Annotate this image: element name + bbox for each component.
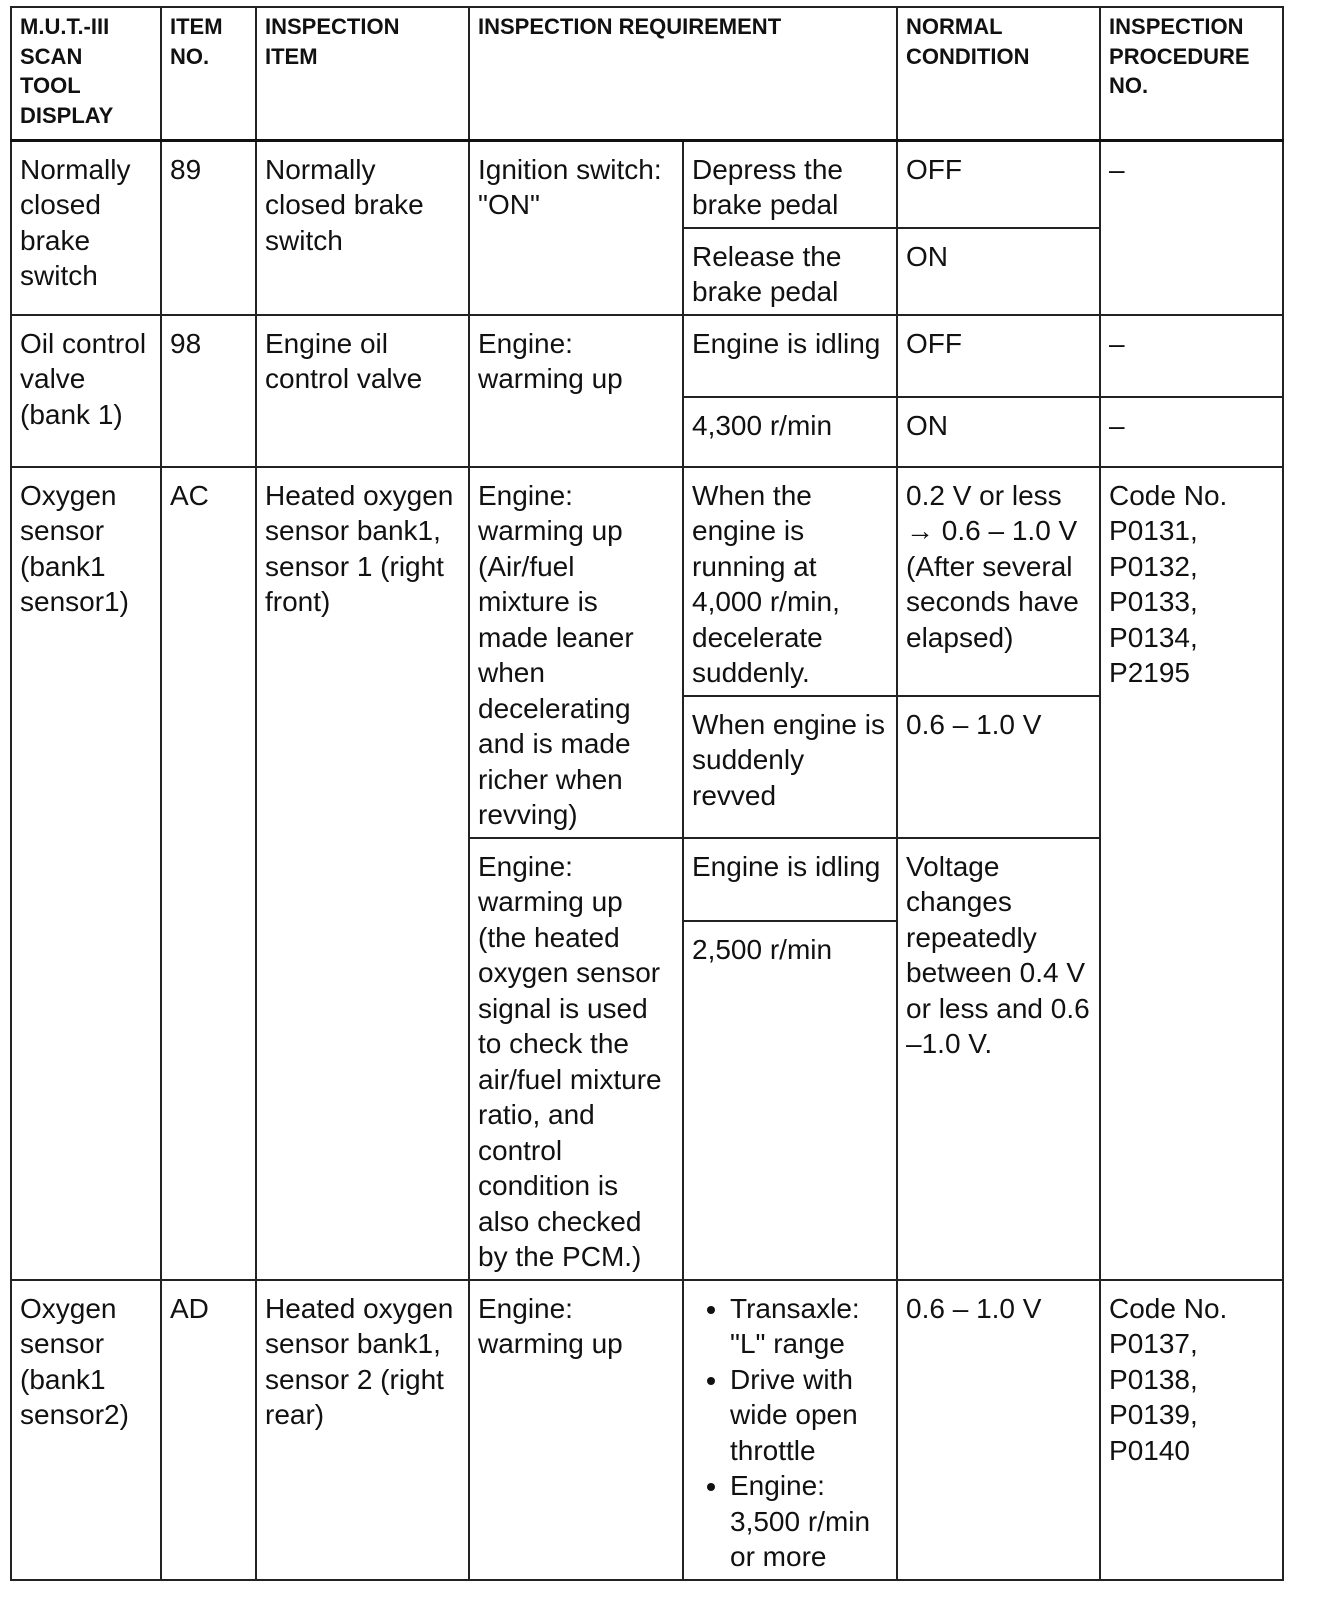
inspection-table <box>10 6 1284 1581</box>
procedure-cell: Code No. P0131, P0132, P0133, P0134, P2195 <box>1100 467 1283 1280</box>
requirement-cell: Engine: warming up <box>469 315 683 467</box>
condition-cell: Release the brake pedal <box>683 228 897 315</box>
item-no-cell: AC <box>161 467 256 1280</box>
display-cell: Oxygen sensor (bank1 sensor2) <box>11 1280 161 1580</box>
table-row <box>11 1280 1283 1580</box>
item-no-cell: AD <box>161 1280 256 1580</box>
normal-condition-cell: ON <box>897 228 1100 315</box>
procedure-cell: – <box>1100 397 1283 467</box>
requirement-cell: Engine: warming up <box>469 1280 683 1580</box>
condition-cell: Engine is idling <box>683 838 897 921</box>
inspection-item-cell: Heated oxygen sensor bank1, sensor 2 (right rear) <box>256 1280 469 1580</box>
procedure-cell: – <box>1100 140 1283 315</box>
normal-condition-cell: 0.2 V or less → 0.6 – 1.0 V (After several seconds have elapsed) <box>897 467 1100 696</box>
item-no-cell: 98 <box>161 315 256 467</box>
header-normal-condition: NORMAL CONDITION <box>897 7 1100 140</box>
condition-cell: 2,500 r/min <box>683 921 897 1280</box>
header-row <box>11 7 1283 140</box>
inspection-item-cell: Engine oil control valve <box>256 315 469 467</box>
display-cell: Normally closed brake switch <box>11 140 161 315</box>
display-cell: Oxygen sensor (bank1 sensor1) <box>11 467 161 1280</box>
requirement-cell: Engine: warming up (the heated oxygen sensor signal is used to check the air/fuel mixture ratio, and control condition is also checked by the PCM.) <box>469 838 683 1280</box>
condition-cell <box>683 1280 897 1580</box>
condition-cell: Engine is idling <box>683 315 897 397</box>
table-row <box>11 315 1283 397</box>
normal-condition-cell: ON <box>897 397 1100 467</box>
list-item: • Transaxle: "L" range <box>730 1291 888 1362</box>
condition-bullet-list <box>692 1291 888 1575</box>
condition-cell: 4,300 r/min <box>683 397 897 467</box>
normal-condition-cell: Voltage changes repeatedly between 0.4 V or less and 0.6 –1.0 V. <box>897 838 1100 1280</box>
condition-cell: Depress the brake pedal <box>683 140 897 228</box>
procedure-cell: Code No. P0137, P0138, P0139, P0140 <box>1100 1280 1283 1580</box>
normal-condition-cell: OFF <box>897 140 1100 228</box>
header-scan-tool-display: M.U.T.-III SCAN TOOL DISPLAY <box>11 7 161 140</box>
table-row <box>11 140 1283 228</box>
normal-condition-cell: 0.6 – 1.0 V <box>897 1280 1100 1580</box>
condition-cell: When the engine is running at 4,000 r/min, decelerate suddenly. <box>683 467 897 696</box>
normal-condition-cell: OFF <box>897 315 1100 397</box>
condition-cell: When engine is suddenly revved <box>683 696 897 838</box>
header-inspection-item: INSPECTION ITEM <box>256 7 469 140</box>
display-cell: Oil control valve (bank 1) <box>11 315 161 467</box>
inspection-item-cell: Heated oxygen sensor bank1, sensor 1 (right front) <box>256 467 469 1280</box>
requirement-cell: Ignition switch: "ON" <box>469 140 683 315</box>
procedure-cell: – <box>1100 315 1283 397</box>
header-procedure-no: INSPECTION PROCEDURE NO. <box>1100 7 1283 140</box>
item-no-cell: 89 <box>161 140 256 315</box>
list-item: • Engine: 3,500 r/min or more <box>730 1468 888 1575</box>
header-item-no: ITEM NO. <box>161 7 256 140</box>
normal-condition-cell: 0.6 – 1.0 V <box>897 696 1100 838</box>
header-inspection-requirement: INSPECTION REQUIREMENT <box>469 7 897 140</box>
table-row <box>11 467 1283 696</box>
list-item: • Drive with wide open throttle <box>730 1362 888 1469</box>
requirement-cell: Engine: warming up (Air/fuel mixture is made leaner when decelerating and is made richer when revving) <box>469 467 683 838</box>
inspection-item-cell: Normally closed brake switch <box>256 140 469 315</box>
